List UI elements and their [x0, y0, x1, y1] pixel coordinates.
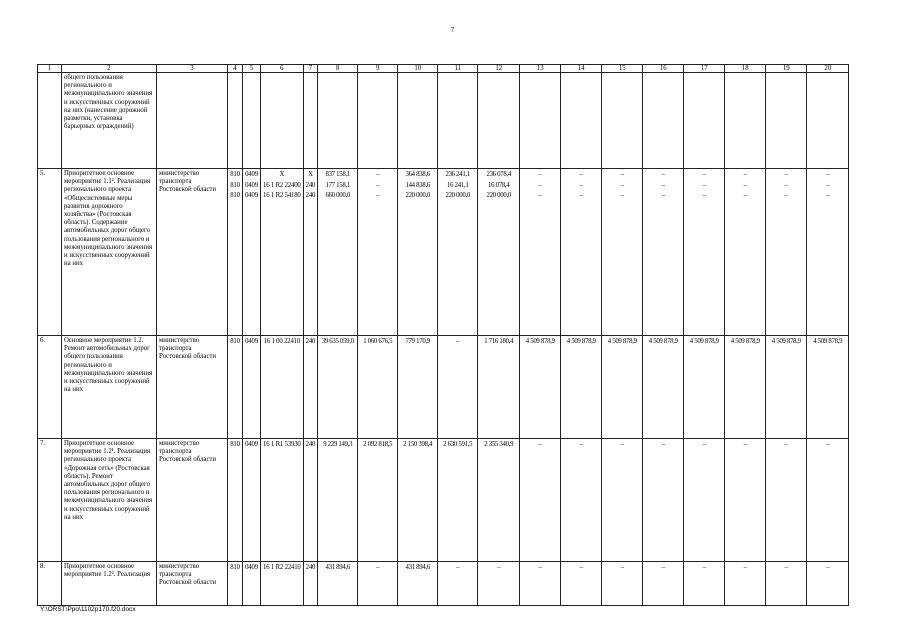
- value-cell-col-11: [438, 73, 478, 169]
- value-line: 236 241,1: [445, 171, 470, 178]
- value-line: 4 509 878,9: [689, 338, 719, 345]
- value-line: –: [743, 192, 747, 199]
- value-line: 4 509 878,9: [730, 338, 760, 345]
- value-cell-col-17: [684, 169, 725, 336]
- table-row: [38, 439, 849, 562]
- value-line: 660 000,0: [325, 192, 350, 199]
- measure-name: Основное мероприятие 1.2. Ремонт автомобильных дорог общего пользования регионального и межмуниципального значения и искусственных сооружений на них: [62, 336, 157, 439]
- value-line: 810: [230, 564, 240, 571]
- value-line: –: [702, 181, 706, 189]
- value-cell-col-9: [358, 73, 398, 169]
- value-cell-col-7: [303, 562, 318, 606]
- value-cell-col-7: [303, 336, 318, 439]
- value-line: –: [620, 181, 624, 189]
- file-path-footer: Y:\ORST\Ppo\1102p170.f20.docx: [40, 606, 136, 613]
- value-line: –: [620, 171, 624, 178]
- table-row: [38, 73, 849, 169]
- value-line: –: [826, 441, 830, 448]
- value-line: –: [784, 441, 788, 448]
- value-line: –: [826, 181, 830, 189]
- value-line: 4 509 878,9: [771, 338, 801, 345]
- value-cell-col-10: [398, 169, 438, 336]
- value-cell-col-5: [243, 73, 261, 169]
- column-number-4: 4: [228, 65, 243, 73]
- value-cell-col-7: [303, 439, 318, 562]
- value-cell-col-17: [684, 439, 725, 562]
- row-number: 6.: [38, 336, 62, 439]
- value-cell-col-18: [725, 336, 766, 439]
- value-cell-col-20: [807, 73, 849, 169]
- value-cell-col-14: [561, 169, 602, 336]
- value-line: 0409: [245, 192, 258, 199]
- value-cell-col-18: [725, 439, 766, 562]
- value-cell-col-10: [398, 336, 438, 439]
- column-number-9: 9: [358, 65, 398, 73]
- value-line: 39 635 059,0: [321, 338, 354, 345]
- value-line: 240: [305, 564, 316, 571]
- value-cell-col-15: [602, 73, 643, 169]
- value-line: –: [497, 564, 501, 571]
- value-cell-col-16: [643, 562, 684, 606]
- value-line: 240: [305, 441, 316, 448]
- value-line: 810: [230, 192, 240, 199]
- responsible-executor: [157, 73, 228, 169]
- value-line: 9 229 149,3: [323, 441, 353, 448]
- value-cell-col-19: [766, 439, 807, 562]
- column-number-16: 16: [643, 65, 684, 73]
- column-number-13: 13: [520, 65, 561, 73]
- value-cell-col-17: [684, 336, 725, 439]
- value-cell-col-15: [602, 439, 643, 562]
- value-line: –: [538, 441, 542, 448]
- value-line: –: [538, 171, 542, 178]
- column-number-header: [38, 65, 849, 73]
- value-cell-col-14: [561, 439, 602, 562]
- value-line: 16 1 00 22410: [263, 338, 301, 345]
- value-line: –: [743, 441, 747, 448]
- value-cell-col-13: [520, 439, 561, 562]
- value-line: –: [376, 181, 380, 189]
- value-cell-col-9: [358, 336, 398, 439]
- column-number-14: 14: [561, 65, 602, 73]
- value-line: –: [784, 171, 788, 178]
- value-line: –: [661, 171, 665, 178]
- value-line: –: [743, 564, 747, 571]
- value-line: 431 894,6: [325, 564, 350, 571]
- value-cell-col-20: [807, 562, 849, 606]
- value-cell-col-7: [303, 169, 318, 336]
- row-number: 8.: [38, 562, 62, 606]
- value-cell-col-18: [725, 169, 766, 336]
- value-line: –: [538, 181, 542, 189]
- value-cell-col-20: [807, 439, 849, 562]
- value-line: –: [579, 564, 583, 571]
- value-line: 220 000,0: [405, 192, 430, 199]
- table-row: [38, 336, 849, 439]
- value-line: Х: [308, 171, 313, 178]
- responsible-executor: министерство транспорта Ростовской области: [157, 169, 228, 336]
- value-line: 810: [230, 338, 240, 345]
- value-line: –: [376, 564, 380, 571]
- value-cell-col-15: [602, 336, 643, 439]
- value-cell-col-6: [261, 439, 304, 562]
- value-line: 1 716 180,4: [484, 338, 514, 345]
- value-cell-col-20: [807, 336, 849, 439]
- value-line: 4 509 878,9: [813, 338, 843, 345]
- budget-table: [37, 64, 849, 606]
- value-line: 0409: [245, 564, 258, 571]
- value-line: –: [661, 181, 665, 189]
- value-line: 16 078,4: [488, 181, 510, 189]
- value-line: 810: [230, 181, 240, 189]
- value-line: –: [661, 192, 665, 199]
- value-line: –: [538, 564, 542, 571]
- value-line: 810: [230, 441, 240, 448]
- column-number-1: 1: [38, 65, 62, 73]
- value-cell-col-8: [318, 73, 358, 169]
- value-line: 16 1 R2 54180: [263, 192, 301, 199]
- value-cell-col-11: [438, 562, 478, 606]
- value-line: –: [702, 564, 706, 571]
- measure-name: общего пользования регионального и межмуниципального значения и искусственных сооружений на них (нанесение дорожной разметки, установка барьерных ограждений): [62, 73, 157, 169]
- value-line: –: [784, 192, 788, 199]
- value-line: 779 170,9: [405, 338, 430, 345]
- value-line: –: [702, 192, 706, 199]
- value-line: 431 894,6: [405, 564, 430, 571]
- value-line: –: [702, 171, 706, 178]
- value-line: –: [456, 338, 460, 345]
- value-line: 0409: [245, 181, 258, 189]
- value-cell-col-4: [228, 562, 243, 606]
- value-line: –: [579, 441, 583, 448]
- value-line: 0409: [245, 441, 258, 448]
- value-cell-col-4: [228, 169, 243, 336]
- value-cell-col-18: [725, 562, 766, 606]
- value-cell-col-16: [643, 336, 684, 439]
- value-line: –: [702, 441, 706, 448]
- value-cell-col-8: [318, 562, 358, 606]
- value-line: 240: [305, 192, 316, 199]
- value-line: –: [579, 171, 583, 178]
- value-cell-col-10: [398, 73, 438, 169]
- value-cell-col-11: [438, 169, 478, 336]
- value-cell-col-14: [561, 336, 602, 439]
- value-line: 0409: [245, 171, 258, 178]
- value-line: 240: [305, 181, 316, 189]
- value-cell-col-5: [243, 336, 261, 439]
- value-cell-col-6: [261, 562, 304, 606]
- value-line: –: [661, 564, 665, 571]
- column-number-10: 10: [398, 65, 438, 73]
- value-line: Х: [279, 171, 285, 178]
- value-cell-col-11: [438, 439, 478, 562]
- value-line: 4 509 878,9: [648, 338, 678, 345]
- value-line: –: [620, 441, 624, 448]
- value-line: 2 150 398,4: [403, 441, 433, 448]
- column-number-8: 8: [318, 65, 358, 73]
- value-line: –: [456, 564, 460, 571]
- value-cell-col-19: [766, 169, 807, 336]
- value-line: –: [376, 192, 380, 199]
- value-cell-col-15: [602, 169, 643, 336]
- value-cell-col-8: [318, 439, 358, 562]
- value-cell-col-13: [520, 73, 561, 169]
- measure-name: Приоритетное основное мероприятие 1.2¹. Реализация регионального проекта «Дорожная сеть» (Ростовская область). Ремонт автомобильных дорог общего пользования регионального и межмуниципального значения и искусственных сооружений на них: [62, 439, 157, 562]
- value-line: –: [826, 564, 830, 571]
- value-cell-col-9: [358, 439, 398, 562]
- value-cell-col-11: [438, 336, 478, 439]
- value-cell-col-4: [228, 336, 243, 439]
- value-line: –: [579, 192, 583, 199]
- value-cell-col-12: [478, 439, 520, 562]
- value-cell-col-14: [561, 562, 602, 606]
- value-cell-col-5: [243, 169, 261, 336]
- column-number-18: 18: [725, 65, 766, 73]
- value-cell-col-6: [261, 336, 304, 439]
- responsible-executor: министерство транспорта Ростовской области: [157, 336, 228, 439]
- row-number: 5.: [38, 169, 62, 336]
- value-line: –: [743, 171, 747, 178]
- value-cell-col-12: [478, 169, 520, 336]
- value-cell-col-17: [684, 562, 725, 606]
- value-line: 2 355 340,9: [484, 441, 514, 448]
- value-cell-col-12: [478, 73, 520, 169]
- value-line: –: [661, 441, 665, 448]
- value-cell-col-6: [261, 169, 304, 336]
- measure-name: Приоритетное основное мероприятие 1.1². Реализация регионального проекта «Общесистемные меры развития дорожного хозяйства» (Ростовская область). Содержание автомобильных дорог общего пользования регионального и межмуниципального значения и искусственных сооружений на них: [62, 169, 157, 336]
- value-line: –: [743, 181, 747, 189]
- value-line: 837 158,1: [325, 171, 350, 178]
- responsible-executor: министерство транспорта Ростовской области: [157, 439, 228, 562]
- value-line: –: [376, 171, 380, 178]
- value-cell-col-16: [643, 73, 684, 169]
- value-line: 364 838,6: [405, 171, 430, 178]
- value-cell-col-12: [478, 336, 520, 439]
- column-number-11: 11: [438, 65, 478, 73]
- value-line: –: [579, 181, 583, 189]
- value-line: 240: [305, 338, 316, 345]
- value-cell-col-20: [807, 169, 849, 336]
- value-cell-col-6: [261, 73, 304, 169]
- value-line: –: [620, 192, 624, 199]
- value-cell-col-19: [766, 73, 807, 169]
- value-cell-col-10: [398, 439, 438, 562]
- value-cell-col-4: [228, 73, 243, 169]
- table-row: [38, 169, 849, 336]
- value-line: 0409: [245, 338, 258, 345]
- value-cell-col-19: [766, 562, 807, 606]
- value-line: 2 092 818,5: [363, 441, 393, 448]
- value-line: 2 630 591,5: [443, 441, 473, 448]
- value-line: 220 000,0: [486, 192, 511, 199]
- measure-name: Приоритетное основное мероприятие 1.2². Реализация: [62, 562, 157, 606]
- value-cell-col-9: [358, 562, 398, 606]
- value-cell-col-16: [643, 169, 684, 336]
- row-number: [38, 73, 62, 169]
- value-cell-col-13: [520, 336, 561, 439]
- value-cell-col-9: [358, 169, 398, 336]
- page-number: 7: [450, 26, 455, 34]
- column-number-20: 20: [807, 65, 849, 73]
- value-line: 16 1 R1 53930: [263, 441, 301, 448]
- value-cell-col-19: [766, 336, 807, 439]
- value-cell-col-13: [520, 169, 561, 336]
- value-line: –: [784, 564, 788, 571]
- value-line: –: [784, 181, 788, 189]
- value-line: 16 241,1: [447, 181, 469, 189]
- column-number-17: 17: [684, 65, 725, 73]
- row-number: 7.: [38, 439, 62, 562]
- value-line: 4 509 878,9: [525, 338, 555, 345]
- value-cell-col-7: [303, 73, 318, 169]
- value-line: 144 838,6: [405, 181, 430, 189]
- column-number-2: 2: [62, 65, 157, 73]
- value-line: 4 509 878,9: [566, 338, 596, 345]
- value-line: 16 1 R2 22400: [263, 181, 301, 189]
- value-line: 16 1 R2 22410: [263, 564, 301, 571]
- value-cell-col-13: [520, 562, 561, 606]
- value-line: 236 078,4: [486, 171, 511, 178]
- value-line: 810: [230, 171, 240, 178]
- value-cell-col-14: [561, 73, 602, 169]
- responsible-executor: министерство транспорта Ростовской области: [157, 562, 228, 606]
- value-line: –: [538, 192, 542, 199]
- column-number-3: 3: [157, 65, 228, 73]
- value-cell-col-5: [243, 439, 261, 562]
- value-cell-col-10: [398, 562, 438, 606]
- value-line: 1 060 676,5: [363, 338, 393, 345]
- value-cell-col-16: [643, 439, 684, 562]
- value-cell-col-4: [228, 439, 243, 562]
- value-line: 4 509 878,9: [607, 338, 637, 345]
- value-cell-col-12: [478, 562, 520, 606]
- value-line: 177 158,1: [325, 181, 350, 189]
- value-cell-col-8: [318, 169, 358, 336]
- column-number-6: 6: [261, 65, 304, 73]
- value-cell-col-15: [602, 562, 643, 606]
- column-number-7: 7: [303, 65, 318, 73]
- column-number-19: 19: [766, 65, 807, 73]
- column-number-5: 5: [243, 65, 261, 73]
- value-line: 220 000,0: [445, 192, 470, 199]
- value-line: –: [826, 192, 830, 199]
- table-row: [38, 562, 849, 606]
- column-number-12: 12: [478, 65, 520, 73]
- value-cell-col-18: [725, 73, 766, 169]
- value-line: –: [620, 564, 624, 571]
- value-cell-col-5: [243, 562, 261, 606]
- column-number-15: 15: [602, 65, 643, 73]
- value-line: –: [826, 171, 830, 178]
- value-cell-col-8: [318, 336, 358, 439]
- value-cell-col-17: [684, 73, 725, 169]
